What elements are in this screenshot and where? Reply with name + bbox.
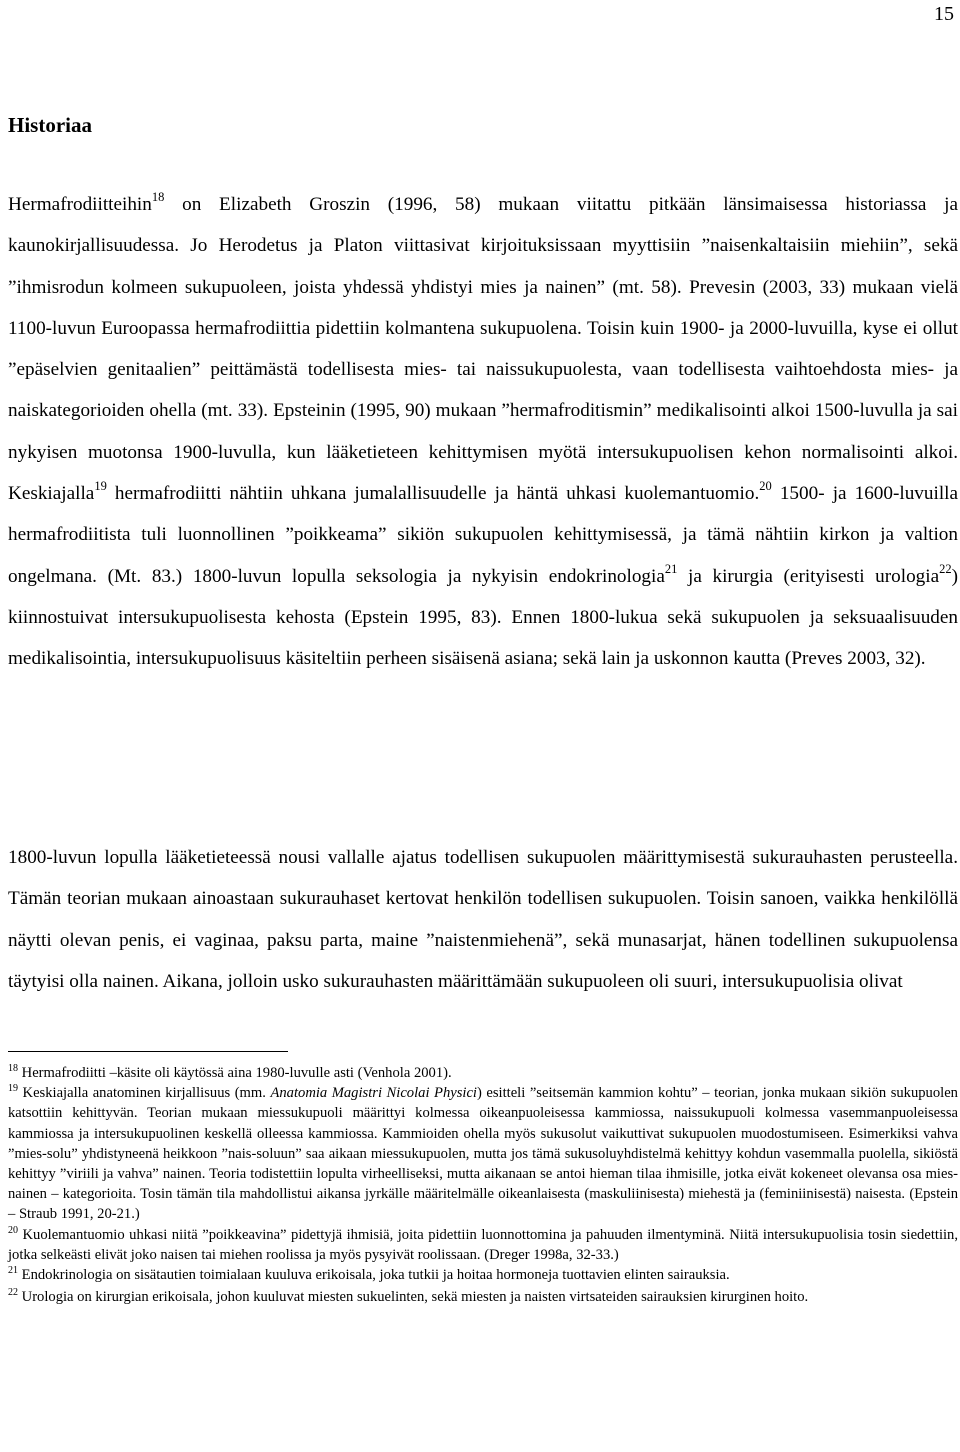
paragraph-text: 1500- ja 1600-luvuilla hermafrodiitista tuli luonnollinen ”poikkeama” sikiön sukupuolen kehittymisessä, ja tämä nähtiin kirkon ja valtion ongelmana. (Mt. 83.) 1800-luvun lopulla seksologia ja nykyisin endokrinologia — [8, 483, 959, 587]
footnote-ref-22[interactable]: 22 — [939, 561, 952, 576]
footnote-18 — [8, 1063, 958, 1083]
footnote-ref-20[interactable]: 20 — [759, 479, 772, 494]
paragraph-text: ja kirurgia (erityisesti urologia — [677, 565, 940, 587]
paragraph-text: hermafrodiitti nähtiin uhkana jumalallisuudelle ja häntä uhkasi kuolemantuomio. — [106, 483, 760, 505]
footnotes — [8, 1063, 958, 1307]
footnote-ref-21[interactable]: 21 — [664, 561, 678, 576]
footnote-ref-18[interactable]: 18 — [151, 190, 165, 204]
footnote-number: 18 — [8, 1063, 18, 1074]
footnote-21 — [8, 1265, 958, 1285]
paragraph-text: on Elizabeth Groszin (1996, 58) mukaan viitattu pitkään länsimaisessa historiassa ja kaunokirjallisuudessa. Jo Herodetus ja Platon viittasivat kirjoituksissaan myyttisiin ”naisenkaltaisiin miehiin”, sekä ”ihmisrodun kolmeen sukupuoleen, joista yhdessä yhdistyi mies ja nainen” (mt. 58). Prevesin (2003, 33) mukaan vielä 1100-luvun Euroopassa hermafrodiittia pidettiin kolmantena sukupuolena. Toisin kuin 1900- ja 2000-luvuilla, kyse ei ollut ”epäselvien genitaalien” peittämästä todellisesta mies- tai naissukupuolesta, vaan todellisesta vaihtoehdosta mies- ja naiskategorioiden ohella (mt. 33). Epsteinin (1995, 90) mukaan ”hermafroditismin” medikalisointi alkoi 1500-luvulla ja sai nykyisen muotonsa 1900-luvulla, kun lääketieteen kehittymisen myötä intersukupuolisen kehon normalisointi alkoi. Keskiajalla — [8, 194, 958, 505]
footnote-separator — [8, 1051, 288, 1052]
footnote-number: 20 — [8, 1224, 18, 1236]
body-paragraph-1 — [8, 184, 958, 680]
footnote-text: Hermafrodiitti –käsite oli käytössä aina 1980-luvulle asti (Venhola 2001). — [18, 1065, 452, 1081]
footnote-19 — [8, 1083, 958, 1224]
footnote-text: Kuolemantuomio uhkasi niitä ”poikkeavina” pidettyjä ihmisiä, joita pidettiin luonnottomina ja pahuuden ilmentyminä. Niitä intersukupuolisia tosin siedettiin, jotka selkeästi elivät joko naisen tai miehen roolissa ja myös pysyivät roolissaan. (Dreger 1998a, 32-33.) — [8, 1226, 958, 1263]
footnote-book-title: Anatomia Magistri Nicolai Physici — [270, 1085, 477, 1102]
footnote-text: Urologia on kirurgian erikoisala, johon kuuluvat miesten sukuelinten, sekä miesten ja naisten virtsateiden sairauksien kirurginen hoito. — [18, 1289, 809, 1306]
footnote-ref-19[interactable]: 19 — [94, 479, 107, 494]
footnote-text: Endokrinologia on sisätautien toimialaan kuuluva erikoisala, joka tutkii ja hoitaa hormoneja tuottavien elinten sairauksia. — [18, 1267, 730, 1284]
footnote-number: 21 — [8, 1265, 18, 1277]
footnote-number: 19 — [8, 1083, 18, 1095]
footnote-text: Keskiajalla anatominen kirjallisuus (mm. — [18, 1085, 271, 1102]
paragraph-text: ) kiinnostuivat intersukupuolisesta kehosta (Epstein 1995, 83). Ennen 1800-lukua sekä sukupuolen ja seksuaalisuuden medikalisointia, intersukupuolisuus käsiteltiin perheen sisäisenä asiana; sekä lain ja uskonnon kautta (Preves 2003, 32). — [8, 565, 958, 670]
page-number: 15 — [934, 3, 954, 25]
footnote-number: 22 — [8, 1287, 18, 1299]
footnote-20 — [8, 1225, 958, 1265]
section-heading: Historiaa — [8, 113, 92, 137]
footnote-text: ) esitteli ”seitsemän kammion kohtu” – teorian, jonka mukaan sikiön sukupuolen katsottiin kehittyvän. Teorian mukaan miessukupuoli määrittyi kolmessa oikeanpuoleisessa kammiossa, naissukupuoli kolmessa vasemmanpuoleisessa kammiossa ja intersukupuolinen keskellä olleessa kammiossa. Kammioiden ohella myös sukusolut vaikuttivat sukupuolen muodostumiseen. Esimerkiksi vahva ”mies-solu” yhdistyneenä heikkoon ”nais-soluun” saa aikaan miessukupuolen, mutta jos tämä sukusoluyhdistelmä kehittyy kohdun vasemmalla puolella, sikiöstä kehittyy ”viriili ja vahva” nainen. Teoria todistettiin lopulta virheelliseksi, mutta aikanaan se antoi hieman tilaa ihmisille, jotka eivät kokeneet olevansa osa mies-nainen – kategorioita. Tosin tämän tila mahdollistui aikansa jyrkälle määritelmälle oikeanlaisesta (maskuliinisesta) miehestä ja (feminiinisestä) naisesta. (Epstein – Straub 1991, 20-21.) — [8, 1085, 958, 1223]
paragraph-text: Hermafrodiitteihin — [8, 194, 152, 215]
body-paragraph-2: 1800-luvun lopulla lääketieteessä nousi vallalle ajatus todellisen sukupuolen määrittymisestä sukurauhasten perusteella. Tämän teorian mukaan ainoastaan sukurauhaset kertovat henkilön todellisen sukupuolen. Toisin sanoen, vaikka henkilöllä näytti olevan penis, ei vaginaa, paksu parta, maine ”naistenmiehenä”, sekä munasarjat, hänen todellinen sukupuolensa täytyisi olla nainen. Aikana, jolloin usko sukurauhasten määrittämään sukupuoleen oli suuri, intersukupuolisia olivat — [8, 847, 958, 992]
footnote-22 — [8, 1287, 958, 1307]
